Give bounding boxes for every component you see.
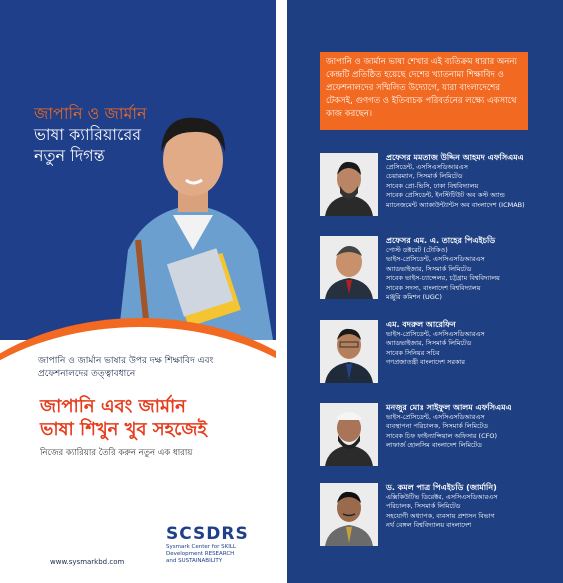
student-photo [108,90,276,340]
person-line: গণপ্রজাতন্ত্রী বাংলাদেশ সরকার [386,358,465,366]
person-card [320,153,550,217]
person-photo [320,236,378,299]
person-line: ভাইস-প্রেসিডেন্ট, এসসিএসডিআরএস [386,412,485,421]
person-line: পরিচালক, সিসমার্ক লিমিটেড [386,502,461,510]
subtext: নিজের ক্যারিয়ার তৈরি করুন নতুন এক ধারায় [40,448,193,458]
website-link[interactable]: www.sysmarkbd.com [50,558,125,566]
person-line: সাবেক প্রেসিডেন্ট, ইনস্টিটিউট অব কস্ট অ্যান্ড [386,191,505,199]
person-line: অ্যাডভাইজার, সিসমার্ক লিমিটেড [386,264,472,273]
person-line: সহযোগী অধ্যাপক, ব্যবসায় প্রশাসন বিভাগ [386,511,495,520]
person-name: প্রফেসর এম. এ. তাহের পিএইচডি [386,236,496,245]
person-info [386,236,556,303]
person-line: মঞ্জুরি কমিশন (UGC) [386,293,442,301]
person-line: সাবেক ভাইস-চ্যান্সেলর, চট্টগ্রাম বিশ্ববিদ্যালয় [386,274,500,282]
tagline-line-3: নতুন দিগন্ত [34,146,105,165]
logo-sub-1: Sysmark Center for SKILL [166,544,236,550]
center-intro-box: জাপানি ও জার্মান ভাষা শেখার এই ব্যতিক্রম ধারার অনন্য কেন্দ্রটি প্রতিষ্ঠিত হয়েছে দেশের খ্যাতনামা শিক্ষাবিদ ও প্রফেশনালদের সম্মিলিত উদ্যোগে, যারা বাংলাদেশের টেকসই, গুণগত ও ইতিবাচক পরিবর্তনের লক্ষ্যে একসাথে কাজ করছেন। [320,52,528,130]
headline [40,395,265,441]
tagline-line-2: ভাষা ক্যারিয়ারের [34,125,142,144]
headline-line-1: জাপানি এবং জার্মান [40,396,186,417]
person-card [320,320,550,384]
person-line: লাফার্জ হোলসিম বাংলাদেশ লিমিটেড [386,441,482,449]
person-name: এম. বদরুল আরেফিন [386,320,456,329]
person-name: প্রফেসর মমতাজ উদ্দিন আহমদ এফসিএমএ [386,153,524,162]
logo-sub-2: Development RESEARCH [166,551,235,557]
logo-sub-3: and SUSTAINABILITY [166,558,223,564]
person-card [320,403,550,467]
person-name: ড. কমল পাত্র পিএইচডি (জার্মানি) [386,483,497,492]
person-line: সাবেক সদস্য, বাংলাদেশ বিশ্ববিদ্যালয় [386,283,481,292]
person-line: পোস্ট ডক্টরেট (টোকিও) [386,245,448,254]
person-line: ব্যবস্থাপনা পরিচালক, সিসমার্ক লিমিটেড [386,422,488,430]
person-line: অ্যাডভাইজার, সিসমার্ক লিমিটেড [386,339,472,347]
logo-text: SCSDRS [166,524,249,544]
person-info [386,320,556,368]
person-info [386,483,556,531]
person-line: প্রেসিডেন্ট, এসসিএসডিআরএস [386,162,468,171]
tagline-line-1: জাপানি ও জার্মান [34,104,147,123]
person-line: সাবেক সিনিয়র সচিব [386,348,440,357]
brochure-front-panel [0,0,276,583]
person-photo [320,483,378,546]
scsdrs-logo [166,524,276,565]
person-line: ম্যানেজমেন্ট অ্যাকাউন্ট্যান্টস অব বাংলাদেশ (ICMAB) [386,200,525,209]
person-line: সাবেক চিফ ফাইন্যান্সিয়াল অফিসার (CFO) [386,431,497,440]
person-card [320,236,550,300]
person-name: মনজুর মোঃ সাইফুল আলম এফসিএমএ [386,403,512,412]
person-line: সাবেক প্রো-ভিসি, ঢাকা বিশ্ববিদ্যালয় [386,181,479,190]
person-photo [320,320,378,383]
person-photo [320,403,378,466]
person-info [386,153,556,210]
intro-text: জাপানি ও জার্মান ভাষার উপর দক্ষ শিক্ষাবিদ এবং প্রফেশনালদের তত্ত্বাবধানে [38,356,214,379]
person-line: নর্থ বেঙ্গল বিশ্ববিদ্যালয় বাংলাদেশ [386,521,472,529]
headline-line-2: ভাষা শিখুন খুব সহজেই [40,419,207,440]
person-card [320,483,550,547]
person-line: ভাইস-প্রেসিডেন্ট, এসসিএসডিআরএস [386,329,485,338]
person-line: ভাইস-প্রেসিডেন্ট, এসসিএসডিআরএস [386,255,485,263]
person-line: এক্সিকিউটিভ ডিরেক্টর, এসসিএসডিআরএস [386,492,498,501]
person-line: চেয়ারম্যান, সিসমার্ক লিমিটেড [386,172,463,180]
person-info [386,403,556,451]
brochure-inner-panel [287,0,563,583]
person-photo [320,153,378,216]
